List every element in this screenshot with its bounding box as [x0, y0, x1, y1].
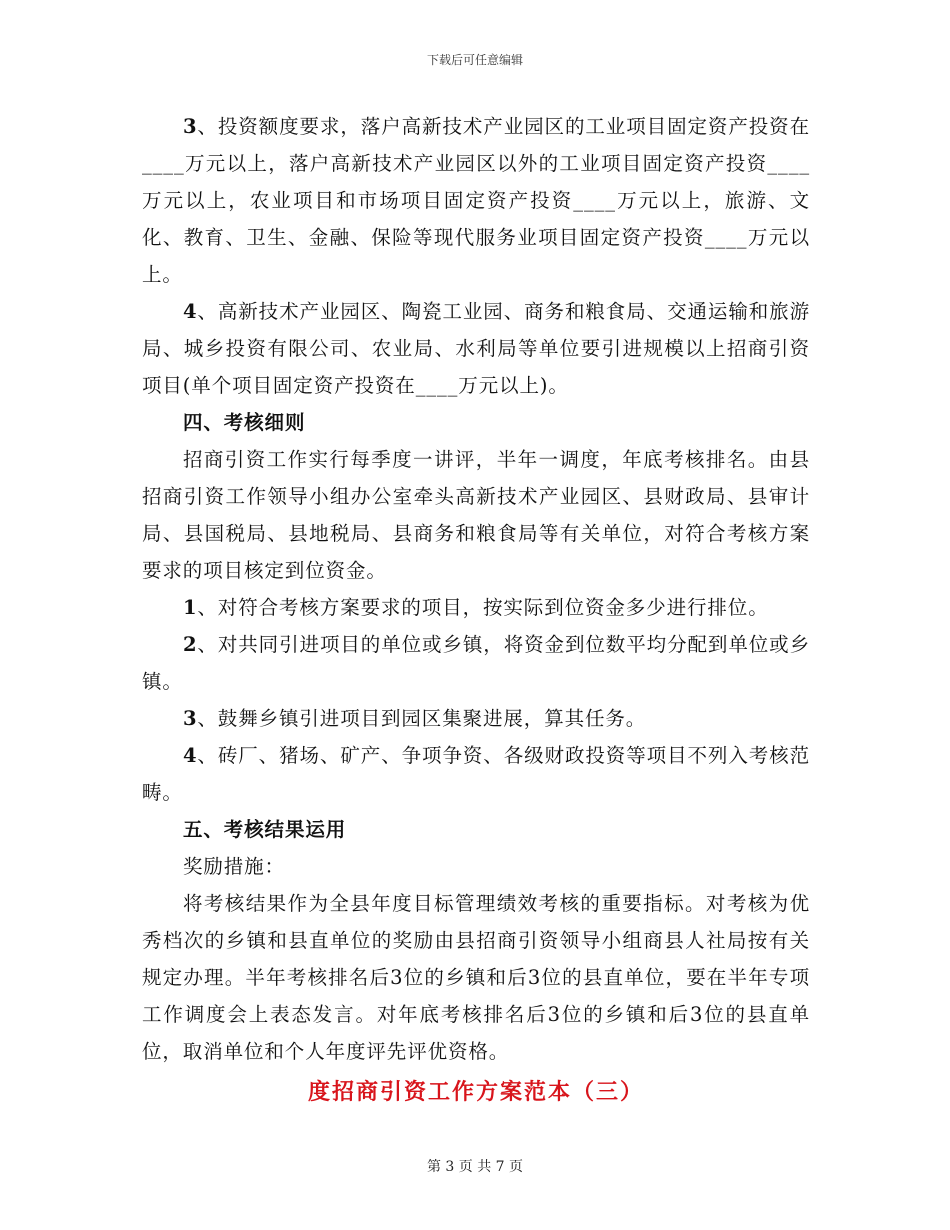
paragraph-text: 、对符合考核方案要求的项目，按实际到位资金多少进行排位。	[197, 596, 769, 619]
paragraph-text: 、鼓舞乡镇引进项目到园区集聚进展，算其任务。	[197, 707, 647, 730]
paragraph-text: 、高新技术产业园区、陶瓷工业园、商务和粮食局、交通运输和旅游局、城乡投资有限公司、农业局、水利局等单位要引进规模以上招商引资项目(单个项目固定资产投资在____万元以上)。	[142, 300, 810, 397]
paragraph-assessment-intro: 招商引资工作实行每季度一讲评，半年一调度，年底考核排名。由县招商引资工作领导小组办公室牵头高新技术产业园区、县财政局、县审计局、县国税局、县地税局、县商务和粮食局等有关单位，对符合考核方案要求的项目核定到位资金。	[142, 448, 810, 582]
paragraph-units-requirement	[142, 293, 810, 404]
paragraph-reward-measures: 将考核结果作为全县年度目标管理绩效考核的重要指标。对考核为优秀档次的乡镇和县直单位的奖励由县招商引资领导小组商县人社局按有关规定办理。半年考核排名后3位的乡镇和后3位的县直单位，要在半年专项工作调度会上表态发言。对年底考核排名后3位的乡镇和后3位的县直单位，取消单位和个人年度评先评优资格。	[142, 892, 810, 1063]
item-number: 3	[182, 115, 198, 138]
paragraph-text: 、投资额度要求，落户高新技术产业园区的工业项目固定资产投资在____万元以上，落户高新技术产业园区以外的工业项目固定资产投资____万元以上，农业项目和市场项目固定资产投资____万元以上，旅游、文化、教育、卫生、金融、保险等现代服务业项目固定资产投资____万元以上。	[142, 115, 810, 286]
document-body	[142, 108, 810, 1111]
paragraph-text: 、砖厂、猪场、矿产、争项争资、各级财政投资等项目不列入考核范畴。	[142, 744, 810, 804]
item-number: 4	[182, 744, 198, 767]
item-number: 3	[182, 707, 198, 730]
next-section-title: 度招商引资工作方案范本（三）	[307, 1079, 644, 1105]
paragraph-rule-3	[142, 700, 810, 737]
page-footer: 第 3 页 共 7 页	[426, 1159, 524, 1175]
item-number: 4	[182, 300, 198, 323]
paragraph-rule-1	[142, 589, 810, 626]
section-heading-results-usage: 五、考核结果运用	[182, 818, 347, 841]
page-header: 下载后可任意编辑	[426, 53, 523, 67]
section-heading-assessment-rules: 四、考核细则	[182, 411, 306, 434]
paragraph-investment-amount	[142, 108, 810, 293]
paragraph-reward-label: 奖励措施：	[182, 855, 285, 878]
paragraph-rule-4	[142, 737, 810, 811]
item-number: 1	[182, 596, 198, 619]
paragraph-rule-2	[142, 626, 810, 700]
paragraph-text: 、对共同引进项目的单位或乡镇，将资金到位数平均分配到单位或乡镇。	[142, 633, 810, 693]
item-number: 2	[182, 633, 198, 656]
